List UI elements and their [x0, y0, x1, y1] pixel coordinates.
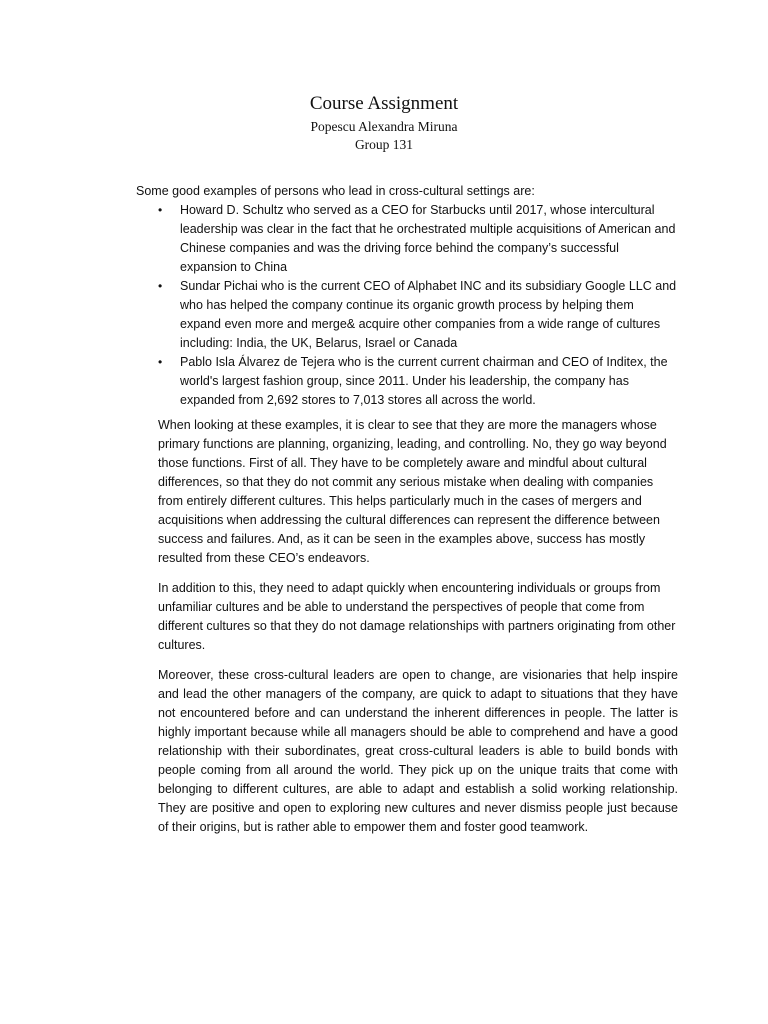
bullet-icon: • — [158, 279, 163, 293]
list-item — [158, 353, 678, 410]
list-item-text: Sundar Pichai who is the current CEO of Alphabet INC and its subsidiary Google LLC and who has helped the company continue its organic growth process by helping them expand even more and merge& acquire other companies from a wide range of cultures including: India, the UK, Belarus, Israel or Canada — [180, 279, 677, 350]
list-item-text: Pablo Isla Álvarez de Tejera who is the current current chairman and CEO of Inditex, the world's largest fashion group, since 2011. Under his leadership, the company has expanded from 2,692 stores to 7,013 stores all across the world. — [180, 355, 668, 407]
bullet-icon: • — [158, 203, 163, 217]
paragraph-adaptation: In addition to this, they need to adapt quickly when encountering individuals or groups from unfamiliar cultures and be able to understand the perspectives of people that come from different cultures so that they do not damage relationships with partners originating from other cultures. — [158, 581, 676, 652]
list-item — [158, 201, 678, 277]
document-title: Course Assignment — [309, 93, 459, 114]
bullet-icon: • — [158, 355, 163, 369]
paragraph-examples-analysis: When looking at these examples, it is clear to see that they are more the managers whose primary functions are planning, organizing, leading, and controlling. No, they go way beyond those functions. First of all. They have to be completely aware and mindful about cultural differences, so that they do not commit any serious mistake when dealing with companies from entirely different cultures. This helps particularly much in the cases of mergers and acquisitions when addressing the cultural differences can represent the difference between success and failures. And, as it can be seen in the examples above, success has mostly resulted from these CEO’s endeavors. — [158, 418, 667, 565]
paragraph-leader-traits: Moreover, these cross-cultural leaders are open to change, are visionaries that help inspire and lead the other managers of the company, are quick to adapt to situations that they have not encountered before and can understand the inherent differences in people. The latter is highly important because while all managers should be able to comprehend and have a good relationship with their subordinates, great cross-cultural leaders is able to build bonds with people coming from all around the world. They pick up on the unique traits that come with belonging to different cultures, are able to adapt and establish a solid working relationship. They are positive and open to exploring new cultures and never dismiss people just because of their origins, but is rather able to empower them and foster good teamwork. — [158, 668, 678, 834]
group-label: Group 131 — [354, 137, 414, 152]
examples-list — [158, 201, 678, 410]
list-item-text: Howard D. Schultz who served as a CEO for Starbucks until 2017, whose intercultural leadership was clear in the fact that he orchestrated multiple acquisitions of American and Chinese companies and was the driving force behind the company’s successful expansion to China — [180, 203, 676, 274]
author-name: Popescu Alexandra Miruna — [310, 119, 458, 134]
list-item — [158, 277, 678, 353]
intro-sentence: Some good examples of persons who lead in cross-cultural settings are: — [136, 184, 535, 198]
